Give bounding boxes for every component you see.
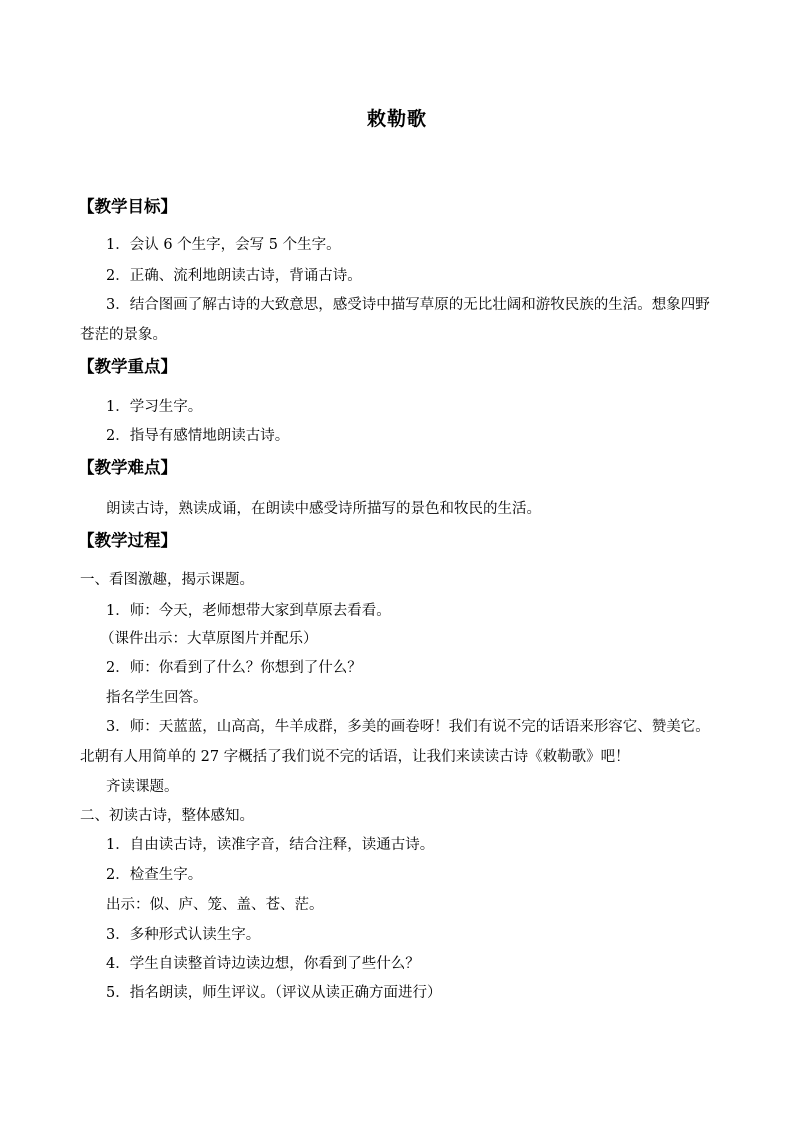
objective-item-2: 2．正确、流利地朗读古诗，背诵古诗。 — [106, 268, 362, 284]
section-heading-objectives: 【教学目标】 — [78, 197, 177, 216]
process-part1-line-6: 齐读课题。 — [106, 779, 179, 795]
process-part1-line-4: 指名学生回答。 — [106, 690, 208, 706]
process-part2-line-4: 3．多种形式认读生字。 — [106, 927, 261, 943]
section-heading-keypoints: 【教学重点】 — [78, 357, 177, 376]
process-part2-line-5: 4．学生自读整首诗边读边想，你看到了些什么？ — [106, 956, 420, 972]
objective-item-3: 3．结合图画了解古诗的大致意思，感受诗中描写草原的无比壮阔和游牧民族的生活。想象四野苍茫的景象。 — [80, 297, 710, 343]
difficulty-text: 朗读古诗，熟读成诵，在朗读中感受诗所描写的景色和牧民的生活。 — [106, 501, 541, 517]
section-heading-difficulties: 【教学难点】 — [78, 458, 177, 477]
process-part2-line-6: 5．指名朗读，师生评议。（评议从读正确方面进行） — [106, 985, 442, 1001]
section-heading-process: 【教学过程】 — [78, 531, 177, 550]
process-part1-line-1: 1．师：今天，老师想带大家到草原去看看。 — [106, 603, 391, 619]
process-part2-title: 二、初读古诗，整体感知。 — [80, 808, 254, 824]
process-part1-line-5: 3．师：天蓝蓝，山高高，牛羊成群，多美的画卷呀！我们有说不完的话语来形容它、赞美它。北朝有人用简单的 27 字概括了我们说不完的话语，让我们来读读古诗《敕勒歌》吧！ — [80, 719, 710, 765]
process-part2-line-2: 2．检查生字。 — [106, 867, 203, 883]
process-part1-line-3: 2．师：你看到了什么？你想到了什么？ — [106, 660, 362, 676]
keypoint-item-1: 1．学习生字。 — [106, 399, 203, 415]
document-title: 敕勒歌 — [366, 108, 427, 130]
process-part1-title: 一、看图激趣，揭示课题。 — [80, 572, 254, 588]
process-part2-line-3: 出示：似、庐、笼、盖、苍、茫。 — [106, 897, 324, 913]
keypoint-item-2: 2．指导有感情地朗读古诗。 — [106, 428, 290, 444]
process-part2-line-1: 1．自由读古诗，读准字音，结合注释，读通古诗。 — [106, 837, 435, 853]
process-part1-line-2: （课件出示：大草原图片并配乐） — [100, 631, 318, 647]
objective-item-1: 1．会认 6 个生字，会写 5 个生字。 — [106, 237, 341, 253]
